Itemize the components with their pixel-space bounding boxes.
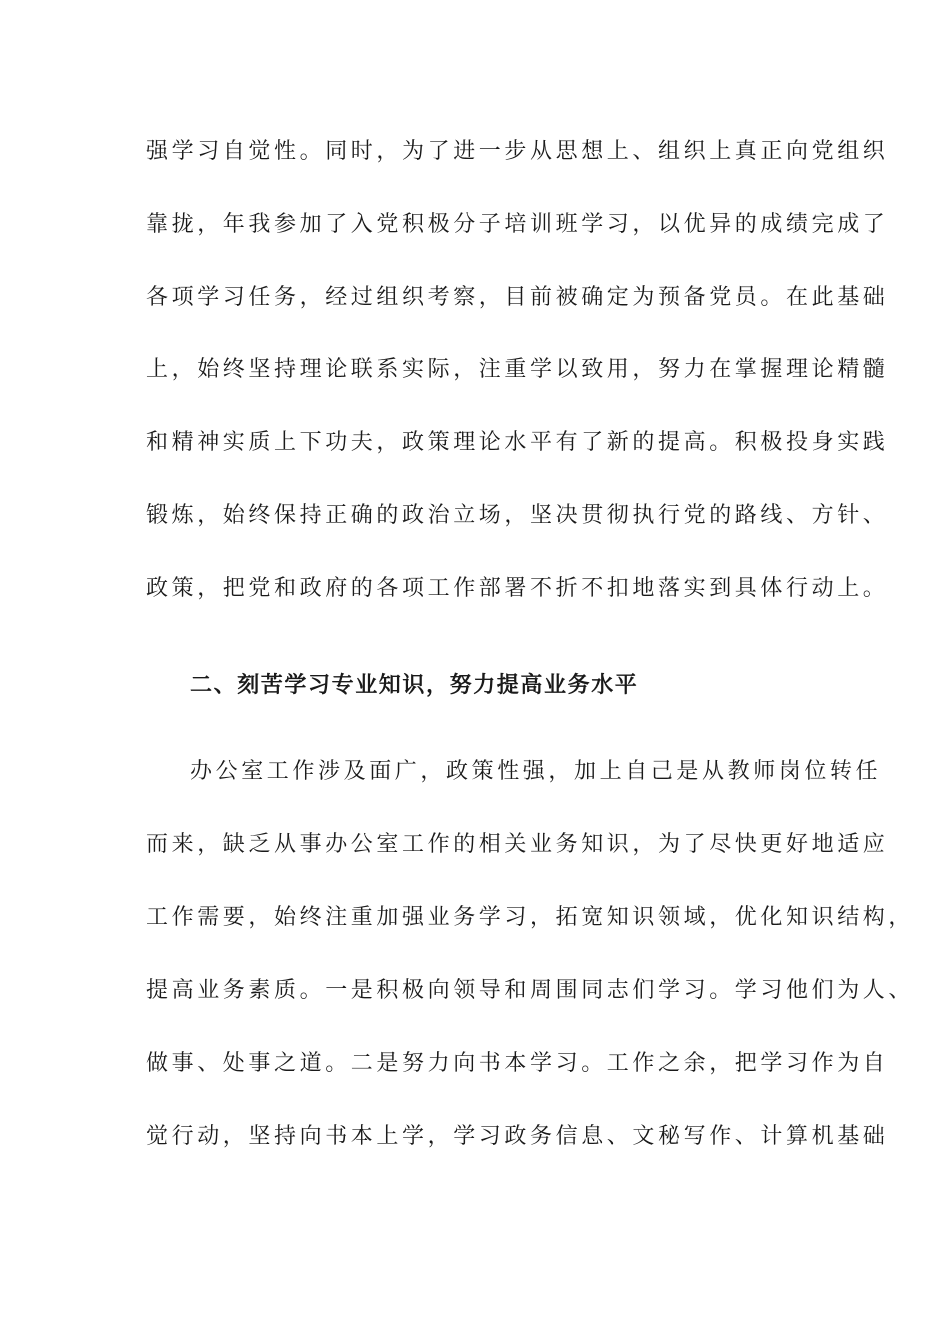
paragraph-line: 各项学习任务，经过组织考察，目前被确定为预备党员。在此基础 — [146, 285, 889, 310]
paragraph-line: 而来，缺乏从事办公室工作的相关业务知识，为了尽快更好地适应 — [146, 832, 889, 857]
paragraph-line: 工作需要，始终注重加强业务学习，拓宽知识领域，优化知识结构， — [146, 905, 915, 930]
paragraph-line: 和精神实质上下功夫，政策理论水平有了新的提高。积极投身实践 — [146, 430, 889, 455]
paragraph-line: 强学习自觉性。同时，为了进一步从思想上、组织上真正向党组织 — [146, 139, 889, 164]
paragraph-line: 做事、处事之道。二是努力向书本学习。工作之余，把学习作为自 — [146, 1051, 889, 1076]
paragraph-line: 觉行动，坚持向书本上学，学习政务信息、文秘写作、计算机基础 — [146, 1124, 889, 1149]
paragraph-line: 靠拢，年我参加了入党积极分子培训班学习，以优异的成绩完成了 — [146, 212, 889, 237]
paragraph-line: 提高业务素质。一是积极向领导和周围同志们学习。学习他们为人、 — [146, 978, 915, 1003]
paragraph-line: 上，始终坚持理论联系实际，注重学以致用，努力在掌握理论精髓 — [146, 357, 889, 382]
paragraph-line: 政策，把党和政府的各项工作部署不折不扣地落实到具体行动上。 — [146, 576, 889, 601]
paragraph-line: 锻炼，始终保持正确的政治立场，坚决贯彻执行党的路线、方针、 — [146, 503, 889, 528]
paragraph-line: 办公室工作涉及面广，政策性强，加上自己是从教师岗位转任 — [190, 759, 882, 784]
section-heading: 二、刻苦学习专业知识，努力提高业务水平 — [190, 672, 639, 698]
